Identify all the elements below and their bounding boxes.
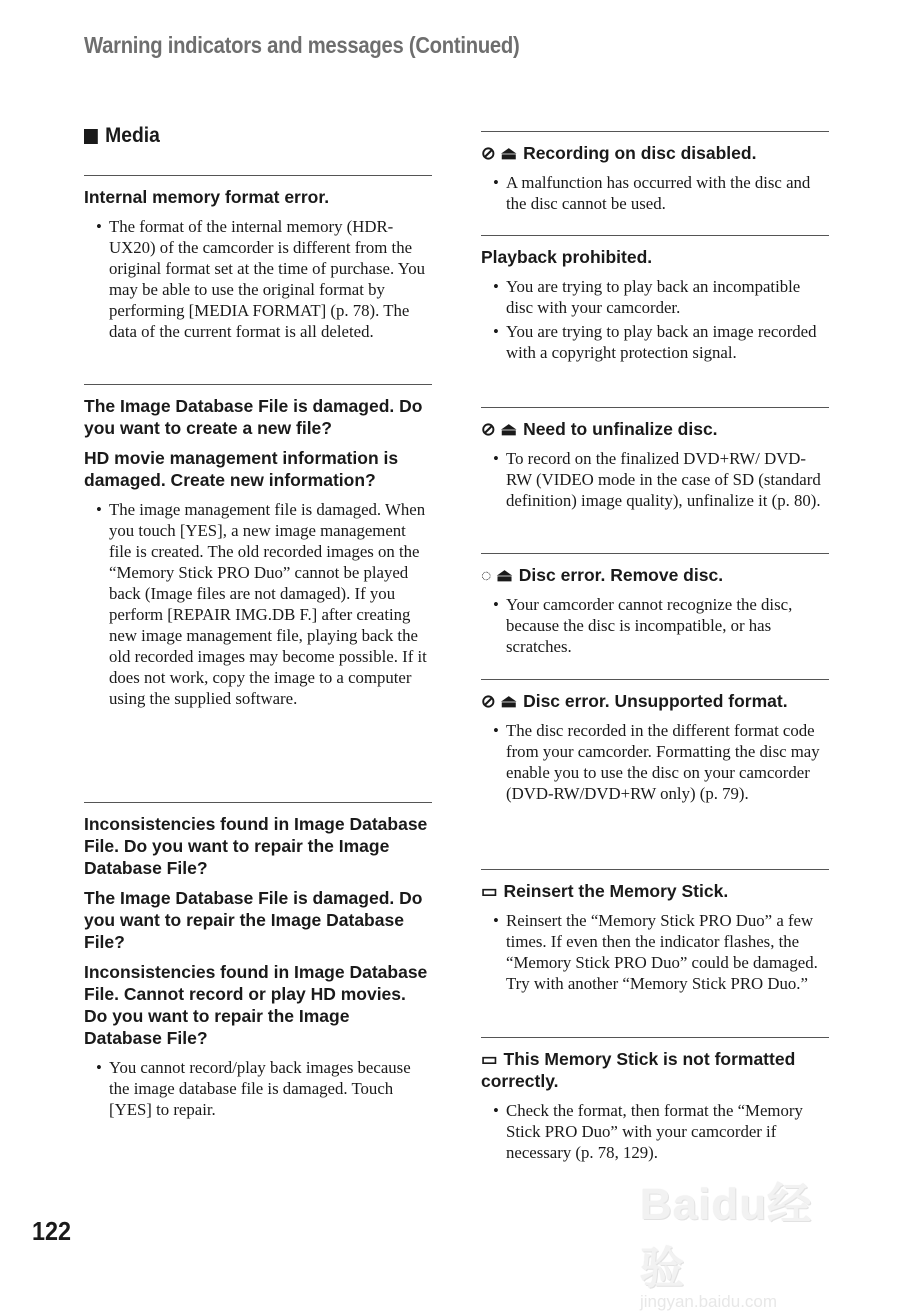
bullet-list [84,499,432,709]
message-heading-text: The Image Database File is damaged. Do you want to create a new file? [84,396,423,438]
message-heading-text: Disc error. Unsupported format. [523,691,788,711]
bullet-list [481,594,829,657]
right-entry [481,1037,829,1166]
media-warning-icon: ⊘ ⏏ [481,143,518,163]
bullet-list [481,448,829,511]
media-warning-icon: ◌ ⏏ [481,565,513,585]
watermark-logo: Baidu经验 [640,1180,813,1293]
divider-rule [481,131,829,132]
bullet-item: • Check the format, then format the “Memory Stick PRO Duo” with your camcorder if necessary (p. 78, 129). [493,1100,829,1163]
right-entry [481,407,829,514]
watermark [640,1168,850,1311]
square-bullet-icon [84,129,98,144]
bullet-list [481,172,829,214]
right-entry [481,235,829,366]
media-warning-icon: ⊘ ⏏ [481,419,518,439]
message-heading-text: The Image Database File is damaged. Do you want to repair the Image Database File? [84,888,423,952]
page-number: 122 [32,1216,72,1246]
bullet-list [481,720,829,804]
bullet-list [84,216,432,342]
message-heading-text: This Memory Stick is not formatted correctly. [481,1049,796,1091]
message-heading [481,246,829,268]
message-heading-text: Inconsistencies found in Image Database File. Do you want to repair the Image Database File? [84,814,428,878]
bullet-list [481,910,829,994]
divider-rule [84,175,432,176]
message-heading [84,447,432,491]
message-heading [84,961,432,1049]
watermark-url: jingyan.baidu.com [640,1292,778,1311]
message-heading-text: Playback prohibited. [481,247,653,267]
page-header: Warning indicators and messages (Continued) [84,32,520,58]
right-entry [481,131,829,217]
section-title-text: Media [105,124,160,147]
left-entry [84,384,432,712]
right-entry [481,553,829,660]
message-heading-text: Inconsistencies found in Image Database File. Cannot record or play HD movies. Do you want to repair the Image Database File? [84,962,428,1048]
message-heading [481,880,829,902]
message-heading [84,813,432,879]
media-warning-icon: ⊘ ⏏ [481,691,518,711]
divider-rule [84,384,432,385]
left-entry [84,802,432,1123]
message-heading-text: Need to unfinalize disc. [523,419,718,439]
message-heading-text: HD movie management information is damaged. Create new information? [84,448,399,490]
bullet-item: • A malfunction has occurred with the disc and the disc cannot be used. [493,172,829,214]
message-heading [84,395,432,439]
message-heading [481,142,829,164]
message-heading [481,418,829,440]
bullet-item: • The format of the internal memory (HDR-UX20) of the camcorder is different from the original format set at the time of purchase. You may be able to use the original format by performing [MEDIA FORMAT] (p. 78). The data of the current format is all deleted. [96,216,432,342]
divider-rule [481,407,829,408]
message-heading [84,887,432,953]
bullet-list [481,1100,829,1163]
divider-rule [481,869,829,870]
media-warning-icon: ▭ [481,881,498,901]
message-heading-text: Disc error. Remove disc. [518,565,724,585]
bullet-item: • You are trying to play back an image recorded with a copyright protection signal. [493,321,829,363]
bullet-list [84,1057,432,1120]
divider-rule [481,235,829,236]
bullet-item: • You are trying to play back an incompatible disc with your camcorder. [493,276,829,318]
message-heading [481,1048,829,1092]
message-heading-text: Internal memory format error. [84,187,330,207]
message-heading [481,564,829,586]
message-heading [84,186,432,208]
bullet-item: • Reinsert the “Memory Stick PRO Duo” a few times. If even then the indicator flashes, the “Memory Stick PRO Duo” could be damaged. Try with another “Memory Stick PRO Duo.” [493,910,829,994]
right-entry [481,679,829,807]
right-entry [481,869,829,997]
section-title [84,124,160,148]
message-heading-text: Recording on disc disabled. [523,143,757,163]
divider-rule [481,679,829,680]
bullet-list [481,276,829,363]
bullet-item: • To record on the finalized DVD+RW/ DVD-RW (VIDEO mode in the case of SD (standard definition) image quality), unfinalize it (p. 80). [493,448,829,511]
bullet-item: • The image management file is damaged. When you touch [YES], a new image management file is created. The old recorded images on the “Memory Stick PRO Duo” cannot be played back (Image files are not damaged). If you perform [REPAIR IMG.DB F.] after creating new image management file, playing back the old recorded images may become possible. If it does not work, copy the image to a computer using the supplied software. [96,499,432,709]
bullet-item: • The disc recorded in the different format code from your camcorder. Formatting the disc may enable you to use the disc on your camcorder (DVD-RW/DVD+RW only) (p. 79). [493,720,829,804]
bullet-item: • Your camcorder cannot recognize the disc, because the disc is incompatible, or has scratches. [493,594,829,657]
message-heading-text: Reinsert the Memory Stick. [503,881,729,901]
divider-rule [481,553,829,554]
media-warning-icon: ▭ [481,1049,498,1069]
left-entry [84,175,432,345]
message-heading [481,690,829,712]
bullet-item: • You cannot record/play back images because the image database file is damaged. Touch [YES] to repair. [96,1057,432,1120]
divider-rule [481,1037,829,1038]
divider-rule [84,802,432,803]
